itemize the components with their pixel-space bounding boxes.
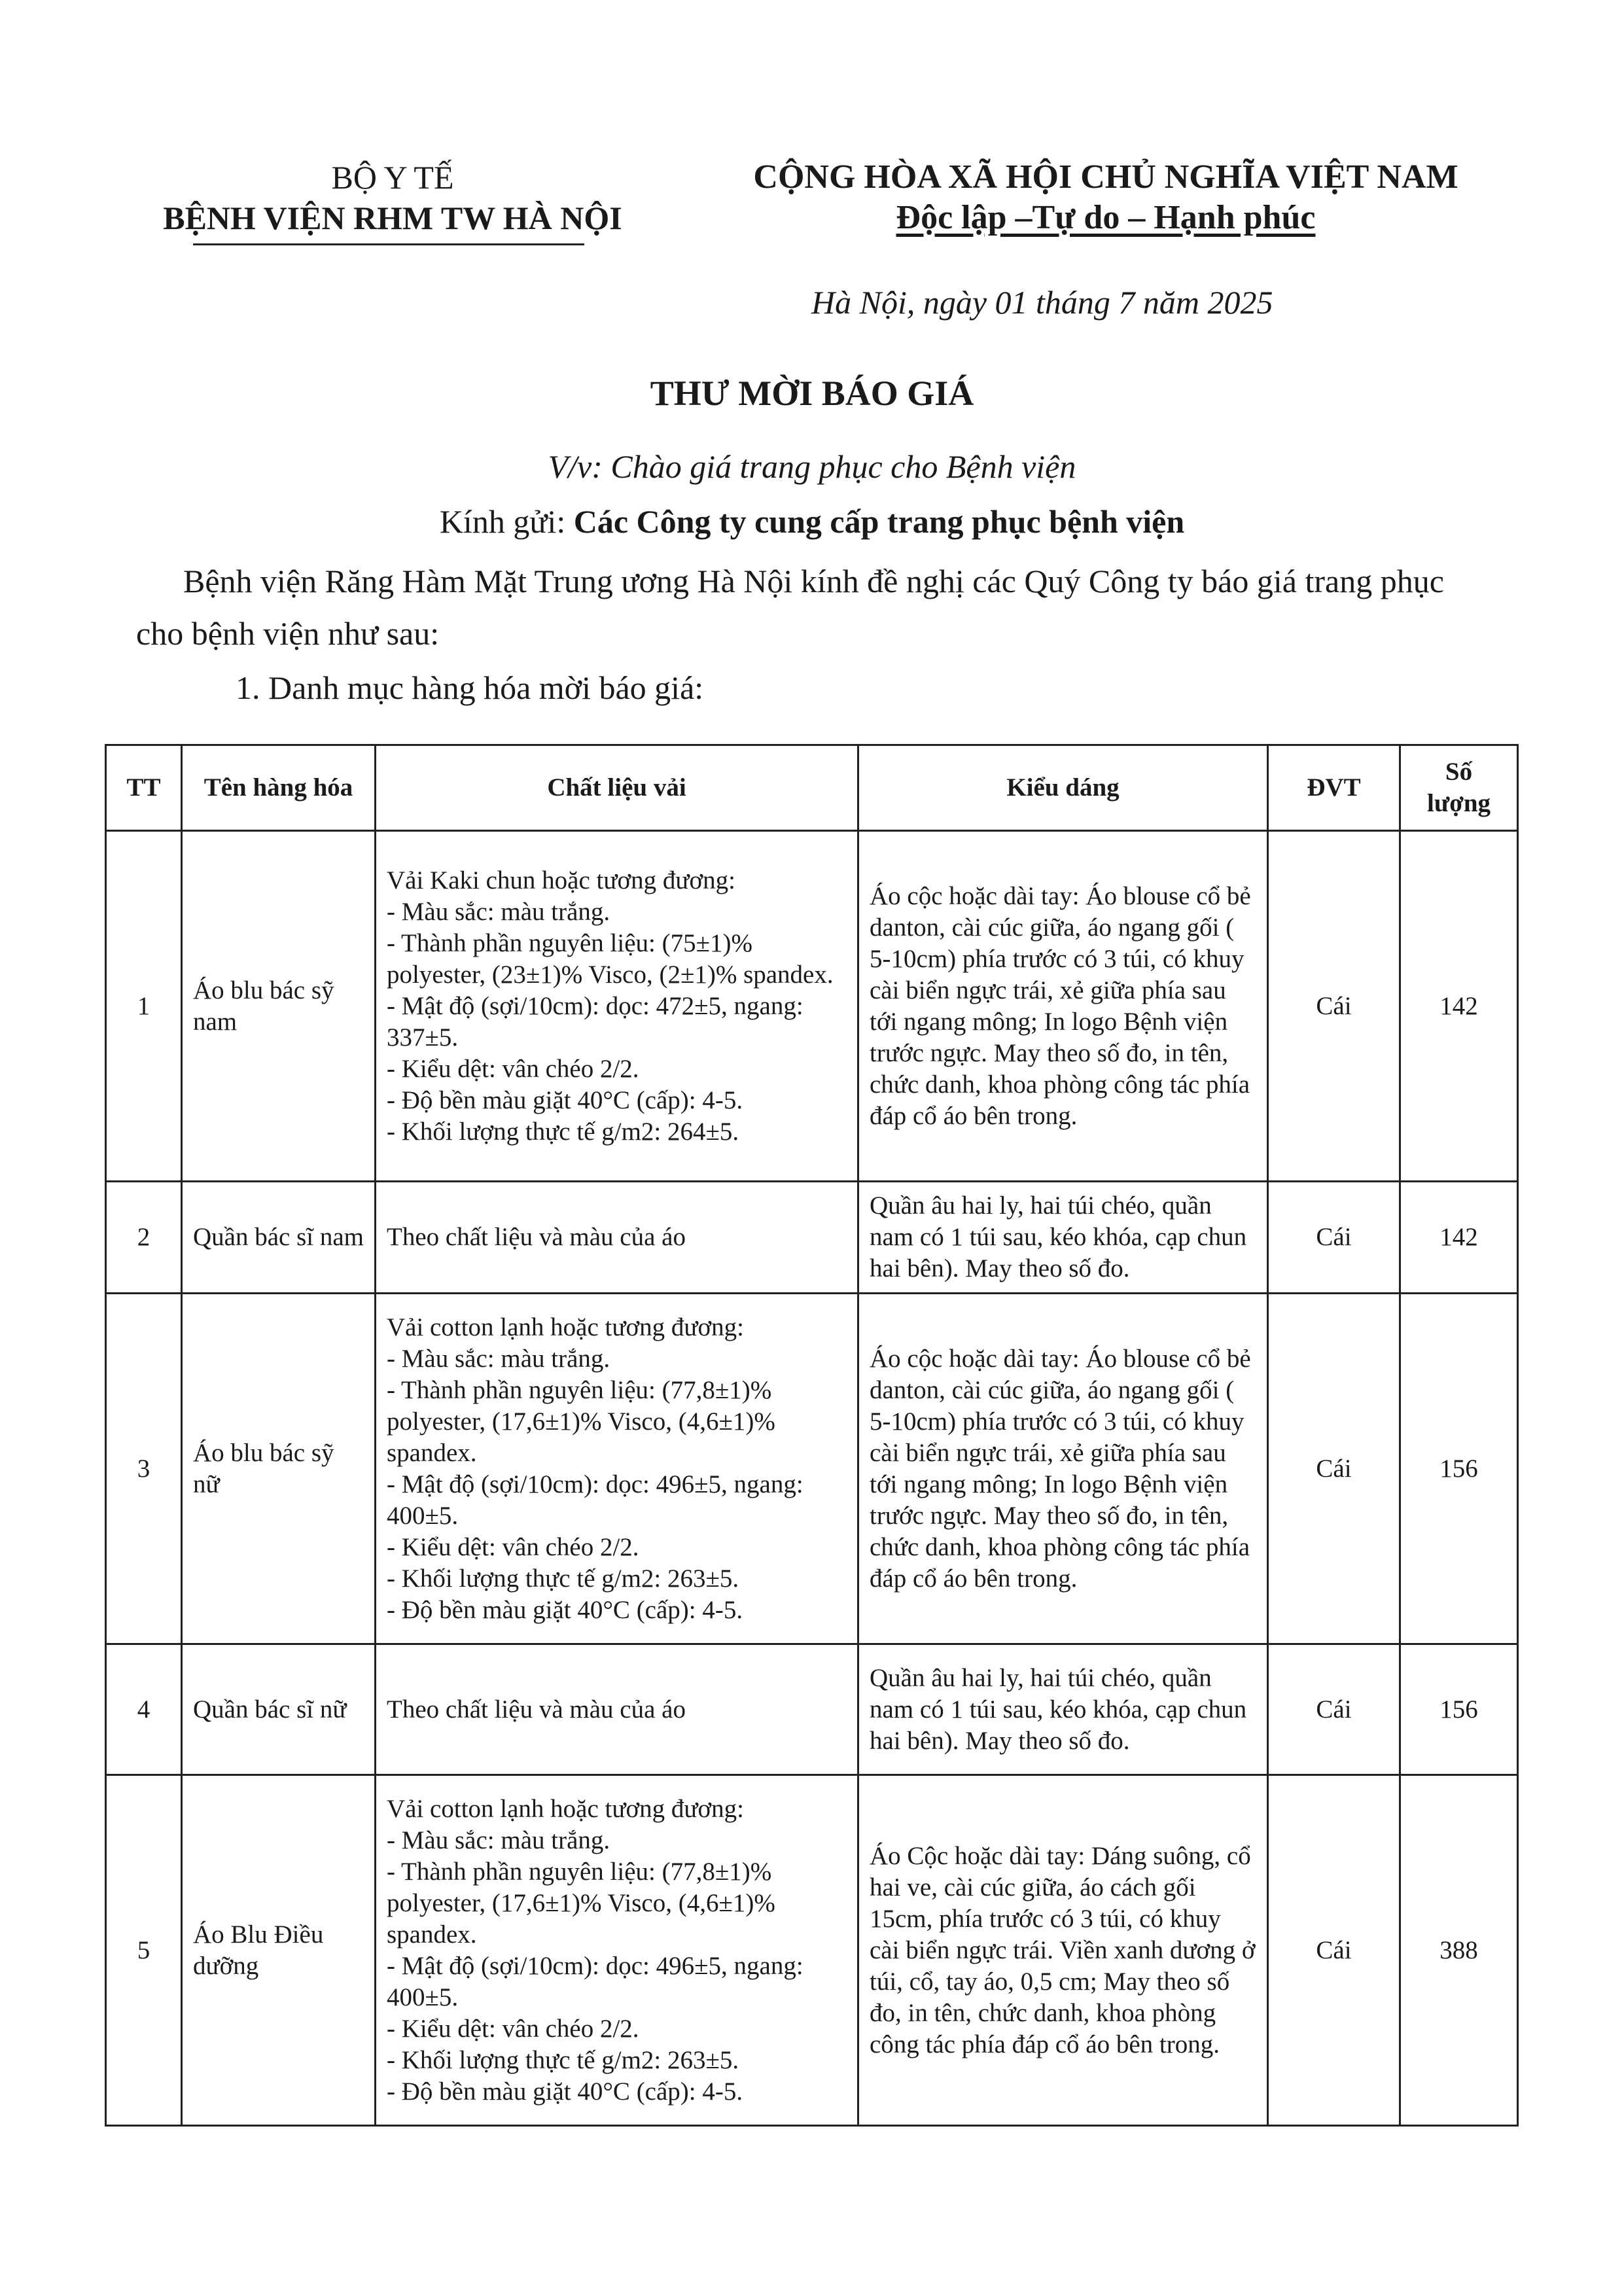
issuer-underline	[193, 243, 584, 245]
cell-name: Áo blu bác sỹ nam	[182, 831, 376, 1182]
material-line: - Kiểu dệt: vân chéo 2/2.	[387, 1054, 639, 1083]
material-line: - Mật độ (sợi/10cm): dọc: 496±5, ngang: 400±5.	[387, 1470, 803, 1530]
header-material: Chất liệu vải	[376, 745, 858, 831]
material-line: - Kiểu dệt: vân chéo 2/2.	[387, 2014, 639, 2043]
recipient-name: Các Công ty cung cấp trang phục bệnh viện	[573, 503, 1185, 540]
cell-style: Quần âu hai ly, hai túi chéo, quần nam có 1 túi sau, kéo khóa, cạp chun hai bên). May theo số đo.	[858, 1644, 1268, 1775]
national-motto: Độc lập –Tự do – Hạnh phúc	[896, 199, 1316, 236]
cell-material	[376, 831, 858, 1182]
cell-unit: Cái	[1268, 831, 1400, 1182]
material-line: Theo chất liệu và màu của áo	[387, 1695, 686, 1723]
cell-name: Áo Blu Điều dưỡng	[182, 1775, 376, 2126]
cell-tt: 2	[106, 1182, 182, 1294]
document-title: THƯ MỜI BÁO GIÁ	[650, 374, 974, 413]
recipient-prefix: Kính gửi:	[439, 503, 574, 540]
material-line: - Khối lượng thực tế g/m2: 263±5.	[387, 2045, 739, 2074]
material-line: Vải Kaki chun hoặc tương đương:	[387, 866, 735, 894]
issuer-block	[124, 157, 661, 238]
material-line: Vải cotton lạnh hoặc tương đương:	[387, 1794, 744, 1823]
header-qty: Số lượng	[1400, 745, 1518, 831]
material-line: - Độ bền màu giặt 40°C (cấp): 4-5.	[387, 1595, 743, 1624]
recipient-line	[0, 503, 1624, 540]
ministry-name: BỘ Y TẾ	[331, 159, 454, 196]
material-line: - Mật độ (sợi/10cm): dọc: 496±5, ngang: 400±5.	[387, 1951, 803, 2011]
table-row	[106, 1182, 1518, 1294]
cell-unit: Cái	[1268, 1182, 1400, 1294]
cell-tt: 4	[106, 1644, 182, 1775]
cell-tt: 5	[106, 1775, 182, 2126]
country-name: CỘNG HÒA XÃ HỘI CHỦ NGHĨA VIỆT NAM	[753, 158, 1458, 196]
cell-qty: 156	[1400, 1294, 1518, 1644]
material-line: - Thành phần nguyên liệu: (77,8±1)% polyester, (17,6±1)% Visco, (4,6±1)% spandex.	[387, 1857, 775, 1949]
cell-qty: 142	[1400, 831, 1518, 1182]
cell-style: Quần âu hai ly, hai túi chéo, quần nam có 1 túi sau, kéo khóa, cạp chun hai bên). May theo số đo.	[858, 1182, 1268, 1294]
material-line: - Thành phần nguyên liệu: (77,8±1)% polyester, (17,6±1)% Visco, (4,6±1)% spandex.	[387, 1375, 775, 1467]
cell-qty: 142	[1400, 1182, 1518, 1294]
material-line: - Khối lượng thực tế g/m2: 263±5.	[387, 1564, 739, 1593]
table-row	[106, 1775, 1518, 2126]
cell-material	[376, 1182, 858, 1294]
intro-paragraph: Bệnh viện Răng Hàm Mặt Trung ương Hà Nội kính đề nghị các Quý Công ty báo giá trang phục cho bệnh viện như sau:	[136, 563, 1444, 652]
cell-material	[376, 1294, 858, 1644]
cell-qty: 388	[1400, 1775, 1518, 2126]
table-row	[106, 1294, 1518, 1644]
cell-style: Áo cộc hoặc dài tay: Áo blouse cổ bẻ danton, cài cúc giữa, áo ngang gối ( 5-10cm) phía trước có 3 túi, có khuy cài biển ngực trái, xẻ giữa phía sau tới ngang mông; In logo Bệnh viện trước ngực. May theo số đo, in tên, chức danh, khoa phòng công tác phía đáp cổ áo bên trong.	[858, 831, 1268, 1182]
material-line: - Thành phần nguyên liệu: (75±1)% polyester, (23±1)% Visco, (2±1)% spandex.	[387, 928, 834, 989]
header-tt: TT	[106, 745, 182, 831]
cell-name: Quần bác sĩ nam	[182, 1182, 376, 1294]
table-row	[106, 831, 1518, 1182]
section-heading: 1. Danh mục hàng hóa mời báo giá:	[236, 669, 704, 706]
material-line: Theo chất liệu và màu của áo	[387, 1223, 686, 1251]
cell-unit: Cái	[1268, 1294, 1400, 1644]
material-line: - Màu sắc: màu trắng.	[387, 1826, 610, 1854]
cell-style: Áo Cộc hoặc dài tay: Dáng suông, cổ hai ve, cài cúc giữa, áo cách gối 15cm, phía trước có 3 túi, có khuy cài biển ngực trái. Viền xanh dương ở túi, cổ, tay áo, 0,5 cm; May theo số đo, in tên, chức danh, khoa phòng công tác phía đáp cổ áo bên trong.	[858, 1775, 1268, 2126]
table-header-row	[106, 745, 1518, 831]
cell-tt: 3	[106, 1294, 182, 1644]
material-line: - Khối lượng thực tế g/m2: 264±5.	[387, 1117, 739, 1146]
date-line: Hà Nội, ngày 01 tháng 7 năm 2025	[811, 284, 1273, 321]
table-row	[106, 1644, 1518, 1775]
cell-tt: 1	[106, 831, 182, 1182]
cell-style: Áo cộc hoặc dài tay: Áo blouse cổ bẻ danton, cài cúc giữa, áo ngang gối ( 5-10cm) phía trước có 3 túi, có khuy cài biển ngực trái, xẻ giữa phía sau tới ngang mông; In logo Bệnh viện trước ngực. May theo số đo, in tên, chức danh, khoa phòng công tác phía đáp cổ áo bên trong.	[858, 1294, 1268, 1644]
document-subject: V/v: Chào giá trang phục cho Bệnh viện	[548, 448, 1076, 485]
material-line: - Màu sắc: màu trắng.	[387, 897, 610, 926]
cell-qty: 156	[1400, 1644, 1518, 1775]
header-unit: ĐVT	[1268, 745, 1400, 831]
material-line: Vải cotton lạnh hoặc tương đương:	[387, 1313, 744, 1341]
cell-material	[376, 1775, 858, 2126]
cell-unit: Cái	[1268, 1644, 1400, 1775]
hospital-name: BỆNH VIỆN RHM TW HÀ NỘI	[163, 200, 622, 236]
cell-name: Quần bác sĩ nữ	[182, 1644, 376, 1775]
header-name: Tên hàng hóa	[182, 745, 376, 831]
goods-table	[105, 744, 1519, 2127]
header-style: Kiểu dáng	[858, 745, 1268, 831]
cell-name: Áo blu bác sỹ nữ	[182, 1294, 376, 1644]
material-line: - Độ bền màu giặt 40°C (cấp): 4-5.	[387, 2077, 743, 2106]
material-line: - Mật độ (sợi/10cm): dọc: 472±5, ngang: 337±5.	[387, 991, 803, 1051]
cell-unit: Cái	[1268, 1775, 1400, 2126]
material-line: - Kiểu dệt: vân chéo 2/2.	[387, 1532, 639, 1561]
national-heading	[680, 157, 1531, 238]
material-line: - Màu sắc: màu trắng.	[387, 1344, 610, 1373]
material-line: - Độ bền màu giặt 40°C (cấp): 4-5.	[387, 1086, 743, 1114]
cell-material	[376, 1644, 858, 1775]
